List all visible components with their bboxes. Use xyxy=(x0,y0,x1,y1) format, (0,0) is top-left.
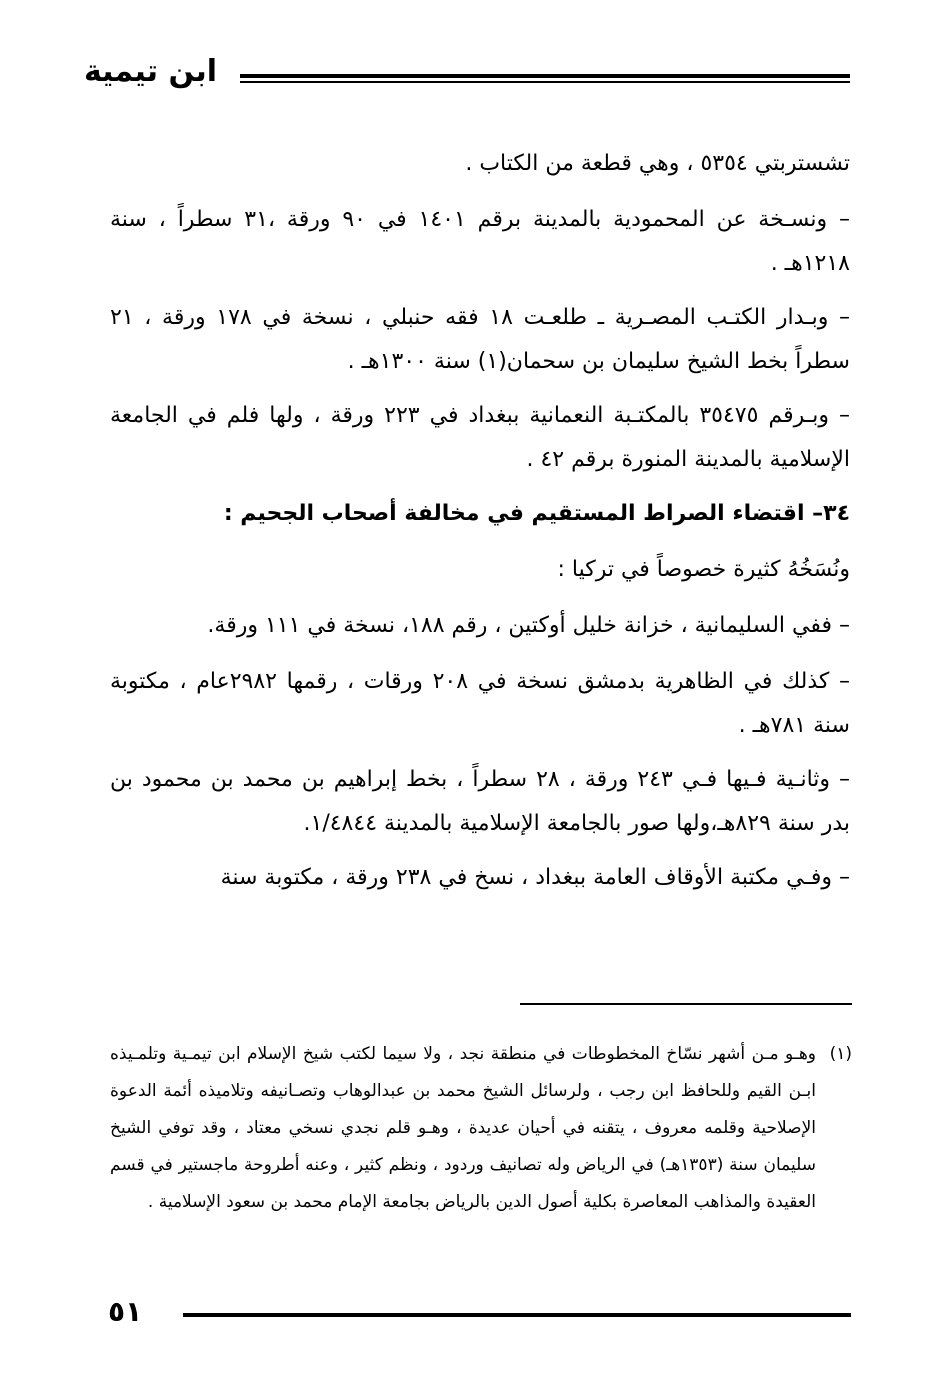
paragraph: – كذلك في الظاهرية بدمشق نسخة في ٢٠٨ ورقات ، رقمها ٢٩٨٢عام ، مكتوبة سنة ٧٨١هـ . xyxy=(110,669,850,738)
paragraph: ونُسَخُهُ كثيرة خصوصاً في تركيا : xyxy=(557,557,850,582)
page-number: ٥١ xyxy=(108,1295,143,1328)
main-text xyxy=(110,142,850,912)
paragraph: تشستربتي ٥٣٥٤ ، وهي قطعة من الكتاب . xyxy=(465,151,850,176)
paragraph: – وفـي مكتبة الأوقاف العامة ببغداد ، نسخ في ٢٣٨ ورقة ، مكتوبة سنة xyxy=(220,865,850,890)
paragraph: – وبـرقم ٣٥٤٧٥ بالمكتـبة النعمانية ببغداد في ٢٢٣ ورقة ، ولها فلم في الجامعة الإسلامية بالمدينة المنورة برقم ٤٢ . xyxy=(110,403,850,472)
paragraph: – وبـدار الكتـب المصـرية ـ طلعـت ١٨ فقه حنبلي ، نسخة في ١٧٨ ورقة ، ٢١ سطراً بخط الشيخ سليمان بن سحمان(١) سنة ١٣٠٠هـ . xyxy=(110,305,850,374)
running-header-title: ابن تيمية xyxy=(83,54,217,89)
footnote-separator xyxy=(520,1003,852,1005)
header-rule-thick xyxy=(240,74,850,78)
paragraph: – وثانـية فـيها فـي ٢٤٣ ورقة ، ٢٨ سطراً ، بخط إبراهيم بن محمد بن محمود بن بدر سنة ٨٢٩هـ،ولها صور بالجامعة الإسلامية بالمدينة ١/٤٨٤٤. xyxy=(110,767,851,836)
section-heading: ٣٤– اقتضاء الصراط المستقيم في مخالفة أصحاب الجحيم : xyxy=(223,501,850,526)
footer-rule xyxy=(183,1313,851,1317)
footnote xyxy=(110,1036,852,1221)
footnote-text: وهـو مـن أشهر نسّاخ المخطوطات في منطقة نجد ، ولا سيما لكتب شيخ الإسلام ابن تيمـية وتلمـيذه ابـن القيم وللحافظ ابن رجب ، ولرسائل الشيخ محمد بن عبدالوهاب وتصـانيفه وتلاميذه أئمة الدعوة الإصلاحية وقلمه معروف ، يتقنه في أحيان عديدة ، وهـو قلم نجدي نسخي معتاد ، وقد توفي الشيخ سليمان سنة (١٣٥٣هـ) في الرياض وله تصانيف وردود ، ونظم كثير ، وعنه أطروحة ماجستير في قسم العقيدة والمذاهب المعاصرة بكلية أصول الدين بالرياض بجامعة الإمام محمد بن سعود الإسلامية . xyxy=(110,1044,816,1212)
header-rule-thin xyxy=(240,81,850,83)
footnote-marker: (١) xyxy=(829,1044,852,1064)
paragraph: – ونسـخة عن المحمودية بالمدينة برقم ١٤٠١ في ٩٠ ورقة ،٣١ سطراً ، سنة ١٢١٨هـ . xyxy=(110,207,850,276)
paragraph: – ففي السليمانية ، خزانة خليل أوكتين ، رقم ١٨٨، نسخة في ١١١ ورقة. xyxy=(207,613,850,638)
